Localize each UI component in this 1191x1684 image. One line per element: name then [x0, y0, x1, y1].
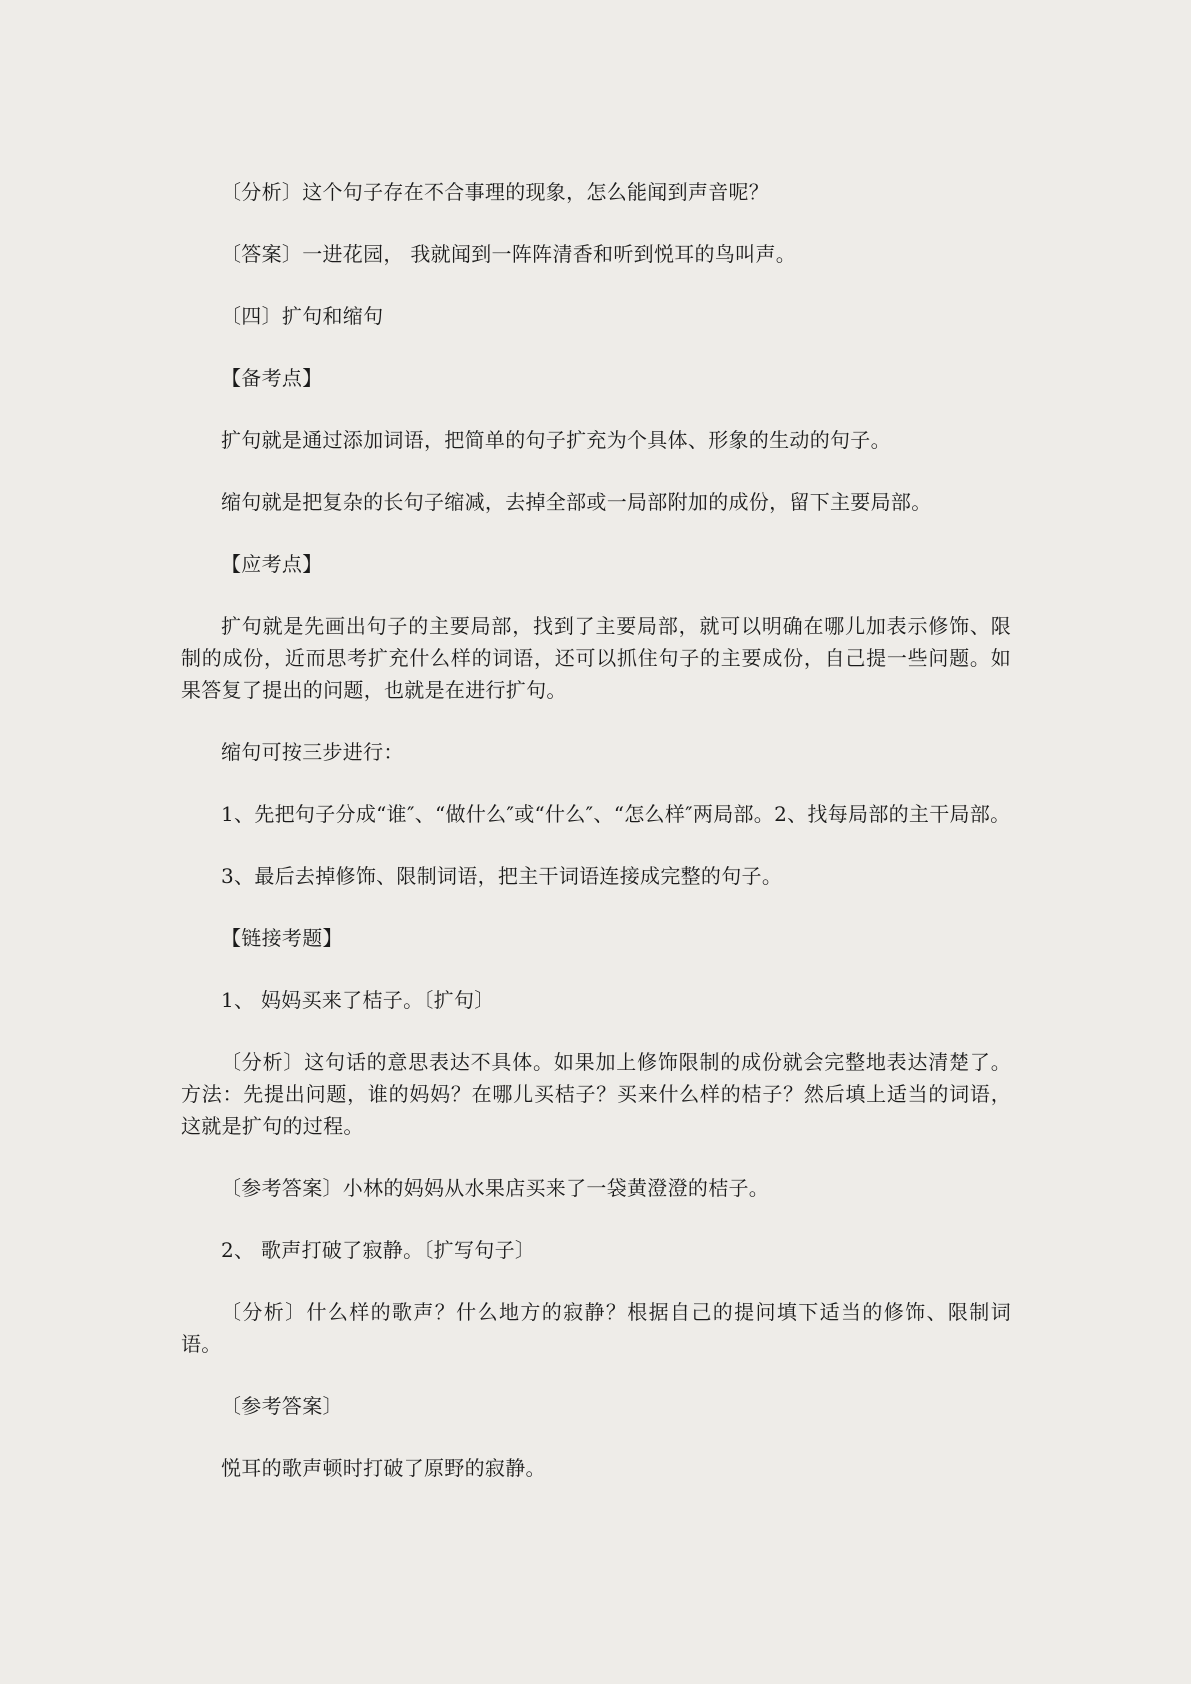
paragraph-answer-q2: 悦耳的歌声顿时打破了原野的寂静。 [221, 1456, 546, 1480]
paragraph-expand-method: 扩句就是先画出句子的主要局部，找到了主要局部，就可以明确在哪儿加表示修饰、限制的成份，近而思考扩充什么样的词语，还可以抓住句子的主要成份，自己提一些问题。如果答复了提出的问题，也就是在进行扩句。 [181, 614, 1011, 702]
paragraph-shrink-step-3: 3、最后去掉修饰、限制词语，把主干词语连接成完整的句子。 [221, 864, 783, 888]
paragraph-analysis-q2: 〔分析〕什么样的歌声？什么地方的寂静？根据自己的提问填下适当的修饰、限制词语。 [181, 1300, 1011, 1356]
heading-linked-questions: 【链接考题】 [221, 926, 343, 950]
paragraph-answer-q1: 〔参考答案〕小林的妈妈从水果店买来了一袋黄澄澄的桔子。 [221, 1176, 770, 1200]
document-body [181, 176, 1011, 1514]
heading-exam-points: 【应考点】 [221, 552, 323, 576]
section-heading-expand-shrink: 〔四〕扩句和缩句 [221, 304, 384, 328]
paragraph-shrink-definition: 缩句就是把复杂的长句子缩减，去掉全部或一局部附加的成份，留下主要局部。 [221, 490, 932, 514]
question-1: 1、 妈妈买来了桔子。〔扩句〕 [221, 988, 495, 1012]
paragraph-analysis-q1: 〔分析〕这句话的意思表达不具体。如果加上修饰限制的成份就会完整地表达清楚了。 方法：先提出问题，谁的妈妈？在哪儿买桔子？买来什么样的桔子？然后填上适当的词语，这就是扩句的过程。 [181, 1050, 1011, 1138]
paragraph-analysis-1: 〔分析〕这个句子存在不合事理的现象，怎么能闻到声音呢？ [221, 180, 770, 204]
paragraph-answer-1: 〔答案〕一进花园， 我就闻到一阵阵清香和听到悦耳的鸟叫声。 [221, 242, 797, 266]
heading-preparation-points: 【备考点】 [221, 366, 323, 390]
question-2: 2、 歌声打破了寂静。〔扩写句子〕 [221, 1238, 536, 1262]
paragraph-expand-definition: 扩句就是通过添加词语，把简单的句子扩充为个具体、形象的生动的句子。 [221, 428, 891, 452]
heading-reference-answer-q2: 〔参考答案〕 [221, 1394, 343, 1418]
paragraph-shrink-steps-intro: 缩句可按三步进行： [221, 740, 404, 764]
paragraph-shrink-steps-1-2: 1、先把句子分成“谁″、“做什么″或“什么″、“怎么样″两局部。2、找每局部的主干局部。 [221, 802, 1011, 826]
